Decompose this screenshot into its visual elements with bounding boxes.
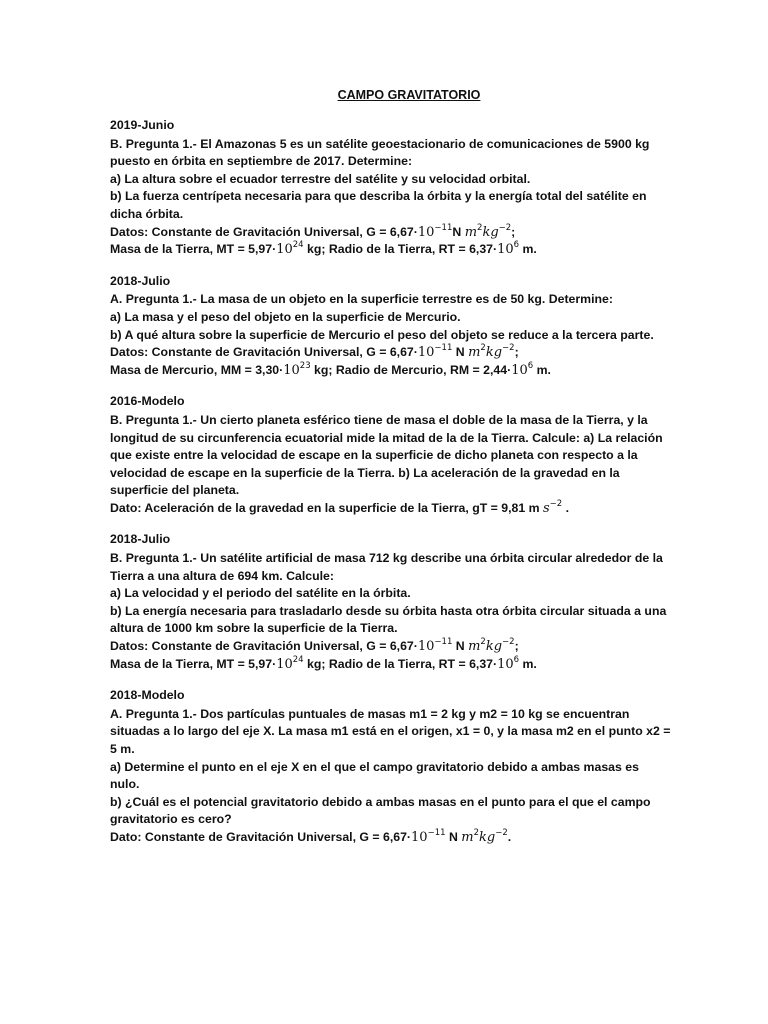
question-line: b) A qué altura sobre la superficie de Mercurio el peso del objeto se reduce a la tercera parte. — [110, 327, 654, 342]
data-text: kg; Radio de Mercurio, RM = 2,44· — [310, 362, 512, 377]
question-line: B. Pregunta 1.- El Amazonas 5 es un satélite geoestacionario de comunicaciones de 5900 kg — [110, 136, 650, 151]
unit-kg: kg — [485, 345, 503, 361]
exponent: −11 — [434, 222, 453, 233]
data-line-constant — [110, 638, 728, 656]
data-text: m. — [519, 656, 537, 671]
problem-2018-modelo — [110, 687, 728, 846]
section-year: 2018-Julio — [110, 273, 171, 288]
data-text: Masa de la Tierra, MT = 5,97· — [110, 656, 277, 671]
section-year: 2018-Julio — [110, 532, 171, 547]
question-line: A. Pregunta 1.- La masa de un objeto en la superficie terrestre es de 50 kg. Determine: — [110, 292, 613, 307]
exponent: 2 — [473, 827, 479, 838]
power-base: 10 — [411, 829, 428, 845]
section-year: 2019-Junio — [110, 118, 175, 132]
exponent: 2 — [480, 637, 486, 648]
data-text: Dato: Aceleración de la gravedad en la superficie de la Tierra, gT = 9,81 m — [110, 500, 543, 515]
exponent: 6 — [513, 654, 520, 665]
question-line: B. Pregunta 1.- Un cierto planeta esférico tiene de masa el doble de la masa de la Tierra, y la — [110, 412, 648, 427]
question-line: b) ¿Cuál es el potencial gravitatorio debido a ambas masas en el punto para el que el campo — [110, 794, 651, 809]
question-line: b) La fuerza centrípeta necesaria para que describa la órbita y la energía total del satélite en — [110, 189, 647, 204]
section-year: 2018-Modelo — [110, 688, 185, 703]
unit-text: N — [445, 829, 462, 844]
unit-m: m — [464, 224, 478, 240]
data-line-masses — [110, 362, 728, 380]
exponent: 23 — [299, 360, 311, 371]
punctuation: ; — [514, 639, 519, 654]
question-line: a) La masa y el peso del objeto en la superficie de Mercurio. — [110, 309, 461, 324]
unit-text: N — [452, 639, 469, 654]
data-line-masses — [110, 656, 728, 674]
exponent: −2 — [549, 498, 563, 509]
exponent: 6 — [513, 240, 520, 251]
question-line: gravitatorio es cero? — [110, 812, 232, 827]
data-line-constant — [110, 829, 728, 847]
power-base: 10 — [417, 639, 435, 655]
question-line: situadas a lo largo del eje X. La masa m1 está en el origen, x1 = 0, y la masa m2 en el punto x2 = — [110, 724, 671, 739]
question-line: nulo. — [110, 777, 140, 792]
question-line: a) Determine el punto en el eje X en el que el campo gravitatorio debido a ambas masas es — [110, 759, 639, 774]
power-base: 10 — [417, 224, 435, 240]
exponent: 6 — [527, 360, 534, 371]
problem-2019-junio — [110, 117, 728, 259]
question-line: superficie del planeta. — [110, 483, 240, 498]
question-line: altura de 1000 km sobre la superficie de la Tierra. — [110, 621, 398, 636]
question-line: dicha órbita. — [110, 206, 184, 221]
unit-text: N — [452, 345, 469, 360]
problem-2018-julio-a — [110, 273, 728, 380]
unit-kg: kg — [482, 224, 499, 240]
problem-2018-julio-b — [110, 531, 728, 673]
data-line-gravity — [110, 500, 728, 518]
data-text: Masa de la Tierra, MT = 5,97· — [110, 242, 277, 257]
data-line-constant — [110, 344, 728, 362]
punctuation: ; — [514, 345, 519, 360]
question-line: a) La altura sobre el ecuador terrestre del satélite y su velocidad orbital. — [110, 171, 531, 186]
exponent: −11 — [434, 343, 453, 354]
data-text: m. — [533, 362, 551, 377]
exponent: 24 — [292, 654, 304, 665]
question-line: a) La velocidad y el periodo del satélite en la órbita. — [110, 586, 411, 601]
unit-text: N — [452, 224, 465, 239]
data-line-constant — [110, 224, 728, 242]
question-line: 5 m. — [110, 742, 135, 756]
data-text: Masa de Mercurio, MM = 3,30· — [110, 362, 284, 377]
data-text: kg; Radio de la Tierra, RT = 6,37· — [303, 656, 498, 671]
exponent: 2 — [480, 343, 486, 354]
unit-m: m — [468, 345, 481, 361]
power-base: 10 — [276, 242, 293, 258]
power-base: 10 — [511, 362, 528, 378]
exponent: 2 — [477, 222, 483, 233]
unit-m: m — [461, 829, 474, 845]
section-year: 2016-Modelo — [110, 394, 185, 409]
question-line: puesto en órbita en septiembre de 2017. Determine: — [110, 154, 413, 169]
exponent: −11 — [427, 827, 446, 838]
power-base: 10 — [276, 656, 293, 672]
exponent: −2 — [502, 343, 515, 354]
question-line: A. Pregunta 1.- Dos partículas puntuales de masas m1 = 2 kg y m2 = 10 kg se encuentran — [110, 706, 630, 721]
power-base: 10 — [283, 362, 300, 378]
data-text: Dato: Constante de Gravitación Universal, G = 6,67· — [110, 829, 412, 844]
question-line: longitud de su circunferencia ecuatorial mide la mitad de la de la Tierra. Calcule: a) La relación — [110, 430, 663, 445]
data-text: Datos: Constante de Gravitación Universal, G = 6,67· — [110, 345, 418, 360]
question-line: que existe entre la velocidad de escape en la superficie de dicho planeta con respecto a la — [110, 448, 638, 463]
exponent: −11 — [434, 637, 453, 648]
data-line-masses — [110, 241, 728, 259]
punctuation: . — [507, 829, 512, 844]
question-line: Tierra a una altura de 694 km. Calcule: — [110, 568, 334, 583]
power-base: 10 — [417, 345, 435, 361]
unit-kg: kg — [479, 829, 496, 845]
data-text: m. — [519, 242, 537, 257]
exponent: −2 — [502, 637, 515, 648]
power-base: 10 — [497, 656, 514, 672]
unit-s: s — [542, 500, 550, 516]
problem-2016-modelo — [110, 393, 728, 517]
data-text: Datos: Constante de Gravitación Universal, G = 6,67· — [110, 224, 418, 239]
question-line: velocidad de escape en la superficie de la Tierra. b) La aceleración de la gravedad en la — [110, 465, 620, 480]
exponent: −2 — [498, 222, 512, 233]
data-text: kg; Radio de la Tierra, RT = 6,37· — [303, 242, 498, 257]
page-title: CAMPO GRAVITATORIO — [337, 88, 481, 102]
exponent: −2 — [495, 827, 508, 838]
question-line: B. Pregunta 1.- Un satélite artificial de masa 712 kg describe una órbita circular alrededor de la — [110, 551, 663, 566]
unit-m: m — [468, 639, 481, 655]
unit-kg: kg — [485, 639, 503, 655]
power-base: 10 — [497, 242, 514, 258]
punctuation: . — [562, 500, 570, 515]
question-line: b) La energía necesaria para trasladarlo desde su órbita hasta otra órbita circular situada a una — [110, 603, 667, 618]
exponent: 24 — [292, 240, 304, 251]
data-text: Datos: Constante de Gravitación Universal, G = 6,67· — [110, 639, 418, 654]
punctuation: ; — [511, 224, 516, 239]
